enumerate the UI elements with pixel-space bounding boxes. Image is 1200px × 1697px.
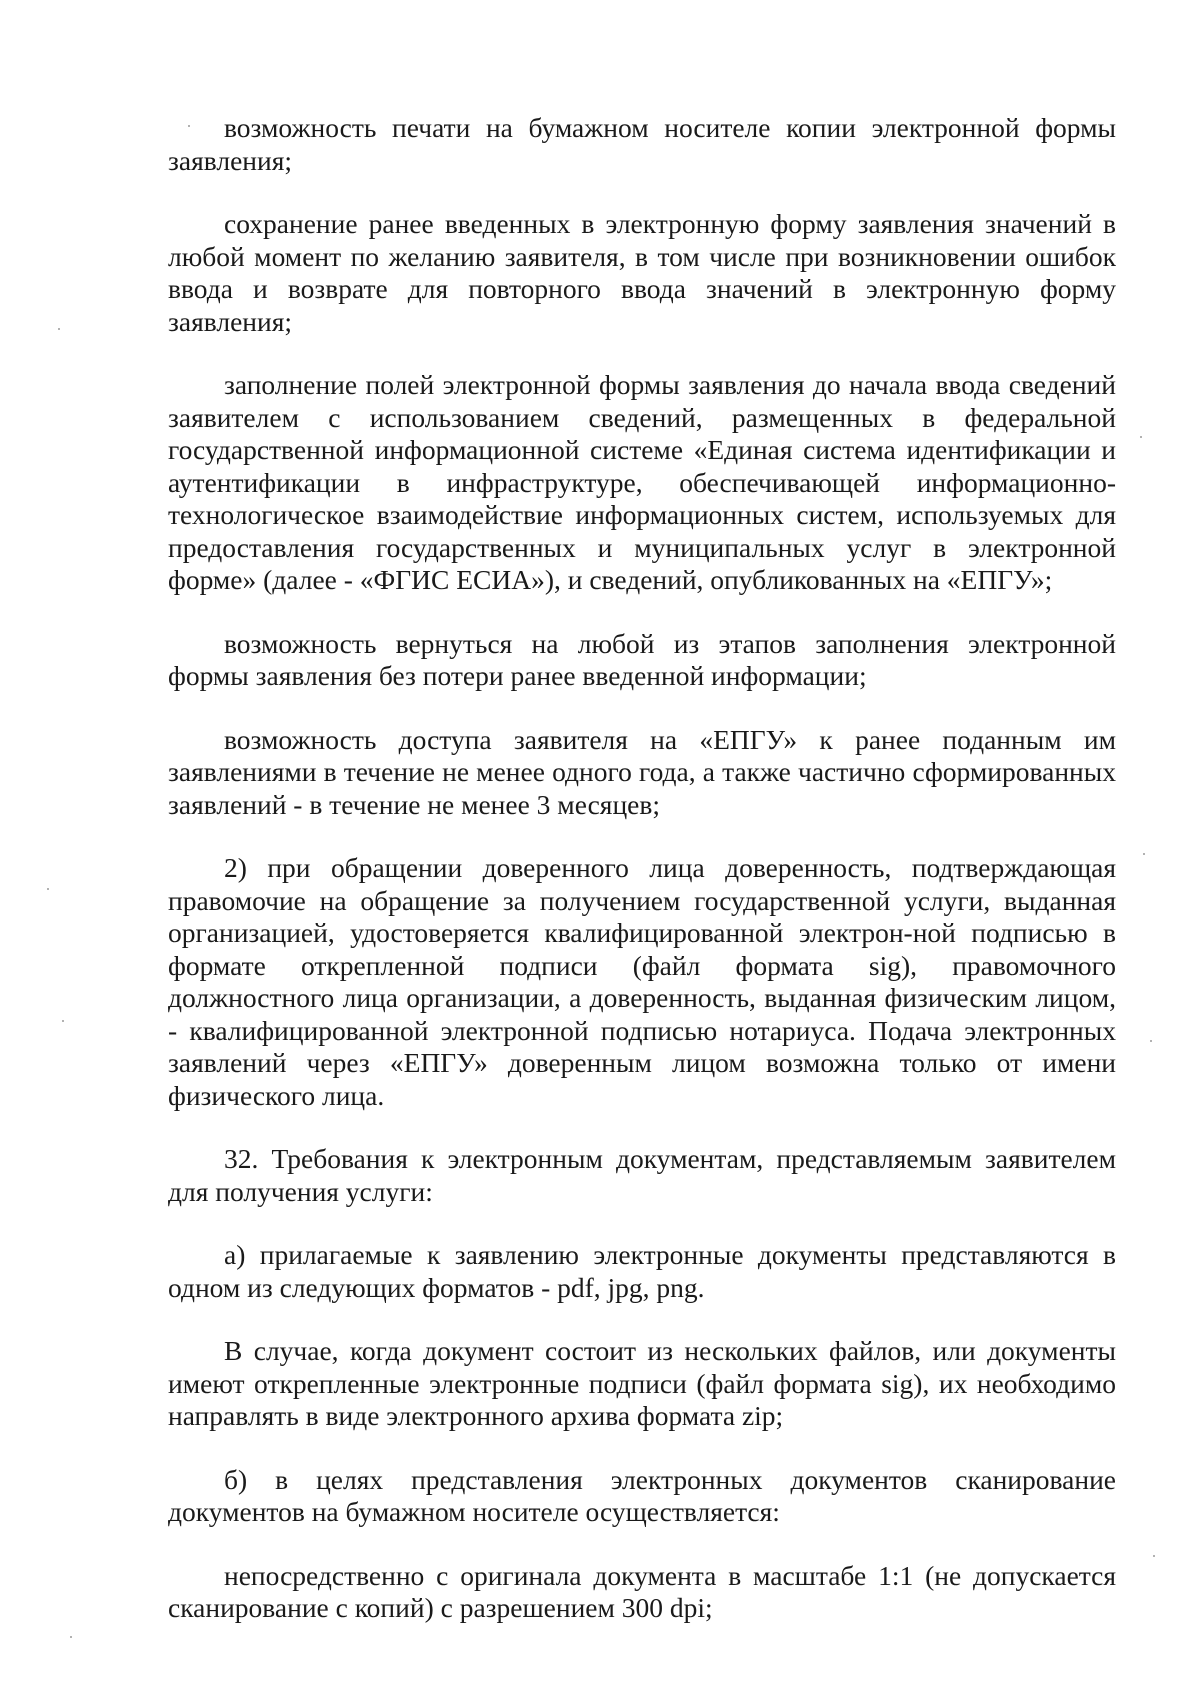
scan-speck [58, 328, 60, 330]
paragraph-zip-archive: В случае, когда документ состоит из нескольких файлов, или документы имеют открепленные электронные подписи (файл формата sig), их необходимо направлять в виде электронного архива формата zip; [168, 1335, 1116, 1431]
scan-speck [1150, 1040, 1152, 1042]
paragraph-requirements-heading: 32. Требования к электронным документам, представляемым заявителем для получения услуги: [168, 1143, 1116, 1207]
scan-speck [188, 125, 190, 127]
paragraph-print-copy: возможность печати на бумажном носителе копии электронной формы заявления; [168, 112, 1116, 176]
paragraph-file-formats: а) прилагаемые к заявлению электронные документы представляются в одном из следующих форматов - pdf, jpg, png. [168, 1239, 1116, 1303]
paragraph-scanning: б) в целях представления электронных документов сканирование документов на бумажном носителе осуществляется: [168, 1463, 1116, 1527]
paragraph-autofill-esia: заполнение полей электронной формы заявления до начала ввода сведений заявителем с использованием сведений, размещенных в федеральной государственной информационной системе «Единая система идентификации и аутентификации в инфраструктуре, обеспечивающей информационно-технологическое взаимодействие информационных систем, используемых для предоставления государственных и муниципальных услуг в электронной форме» (далее - «ФГИС ЕСИА»), и сведений, опубликованных на «ЕПГУ»; [168, 369, 1116, 595]
paragraph-scan-resolution: непосредственно с оригинала документа в масштабе 1:1 (не допускается сканирование с копий) с разрешением 300 dpi; [168, 1559, 1116, 1623]
scan-speck [1140, 436, 1142, 438]
scan-speck [47, 888, 49, 890]
paragraph-save-values: сохранение ранее введенных в электронную форму заявления значений в любой момент по желанию заявителя, в том числе при возникновении ошибок ввода и возврате для повторного ввода значений в электронную форму заявления; [168, 208, 1116, 337]
paragraph-power-of-attorney: 2) при обращении доверенного лица доверенность, подтверждающая правомочие на обращение за получением государственной услуги, выданная организацией, удостоверяется квалифицированной электрон-ной подписью в формате открепленной подписи (файл формата sig), правомочного должностного лица организации, а доверенность, выданная физическим лицом, - квалифицированной электронной подписью нотариуса. Подача электронных заявлений через «ЕПГУ» доверенным лицом возможна только от имени физического лица. [168, 852, 1116, 1111]
paragraph-return-to-step: возможность вернуться на любой из этапов заполнения электронной формы заявления без потери ранее введенной информации; [168, 627, 1116, 691]
paragraph-access-applications: возможность доступа заявителя на «ЕПГУ» к ранее поданным им заявлениями в течение не менее одного года, а также частично сформированных заявлений - в течение не менее 3 месяцев; [168, 723, 1116, 820]
scan-speck [1143, 853, 1145, 855]
document-body [168, 112, 1116, 1625]
scan-speck [1153, 1555, 1155, 1557]
scan-speck [62, 1020, 64, 1022]
scan-speck [70, 1636, 72, 1638]
